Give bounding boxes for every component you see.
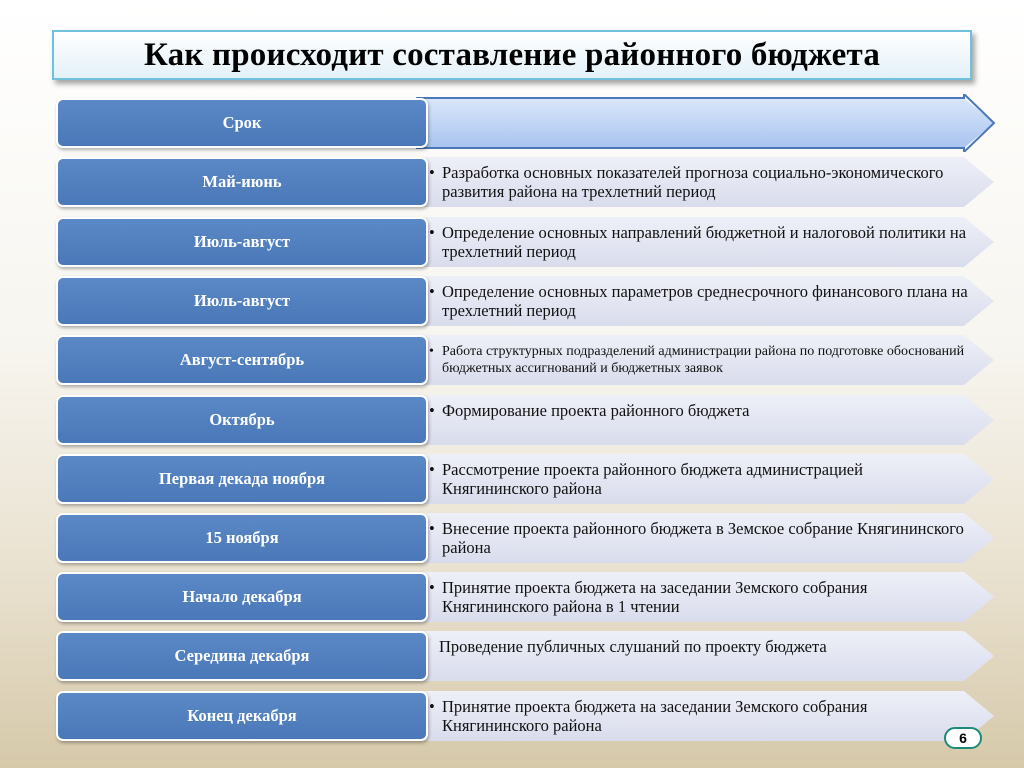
row-term-label: Октябрь [56, 395, 428, 445]
bullet: • [429, 697, 435, 716]
timeline-row [56, 691, 996, 741]
bullet: • [429, 163, 435, 182]
row-description-text: Принятие проекта бюджета на заседании Земского собрания Княгининского района в 1 чтении [442, 578, 868, 616]
row-description [429, 282, 969, 320]
row-description-text: Рассмотрение проекта районного бюджета администрацией Княгининского района [442, 460, 863, 498]
row-description-text: Проведение публичных слушаний по проекту бюджета [439, 637, 827, 656]
row-term-label: Середина декабря [56, 631, 428, 681]
row-term-label: Июль-август [56, 276, 428, 326]
row-term-label: Июль-август [56, 217, 428, 267]
row-description [429, 460, 969, 498]
bullet: • [429, 344, 434, 359]
row-term-label: Май-июнь [56, 157, 428, 207]
row-description [429, 163, 969, 201]
row-description [429, 343, 969, 377]
row-description-text: Работа структурных подразделений администрации района по подготовке обоснований бюджетных ассигнований и бюджетных заявок [442, 344, 965, 376]
row-description-text: Принятие проекта бюджета на заседании Земского собрания Княгининского района [442, 697, 868, 735]
timeline-row [56, 572, 996, 622]
row-description [429, 519, 969, 557]
timeline-row [56, 395, 996, 445]
row-description-text: Внесение проекта районного бюджета в Земское собрание Княгининского района [442, 519, 964, 557]
timeline-row [56, 513, 996, 563]
bullet: • [429, 460, 435, 479]
page-number-badge: 6 [944, 727, 982, 749]
row-description [429, 401, 969, 420]
column-header-term: Срок [56, 98, 428, 148]
header-arrow [416, 98, 994, 148]
row-description-text: Формирование проекта районного бюджета [442, 401, 750, 420]
timeline-row [56, 276, 996, 326]
row-description [429, 578, 969, 616]
row-description [429, 223, 969, 261]
row-term-label: Август-сентябрь [56, 335, 428, 385]
timeline-row [56, 631, 996, 681]
bullet: • [429, 519, 435, 538]
timeline-row [56, 335, 996, 385]
timeline-row [56, 454, 996, 504]
row-term-label: Начало декабря [56, 572, 428, 622]
row-term-label: Конец декабря [56, 691, 428, 741]
row-description-text: Определение основных направлений бюджетной и налоговой политики на трехлетний период [442, 223, 967, 261]
timeline-row [56, 217, 996, 267]
row-term-label: Первая декада ноября [56, 454, 428, 504]
row-description-text: Разработка основных показателей прогноза социально-экономического развития района на трехлетний период [442, 163, 944, 201]
timeline-header-row [56, 98, 996, 148]
row-description-text: Определение основных параметров среднесрочного финансового плана на трехлетний период [442, 282, 968, 320]
bullet: • [429, 578, 435, 597]
row-description [429, 637, 969, 656]
bullet: • [429, 401, 435, 420]
bullet: • [429, 223, 435, 242]
timeline-row [56, 157, 996, 207]
row-description [429, 697, 969, 735]
bullet: • [429, 282, 435, 301]
row-term-label: 15 ноября [56, 513, 428, 563]
page-title: Как происходит составление районного бюджета [143, 36, 881, 73]
